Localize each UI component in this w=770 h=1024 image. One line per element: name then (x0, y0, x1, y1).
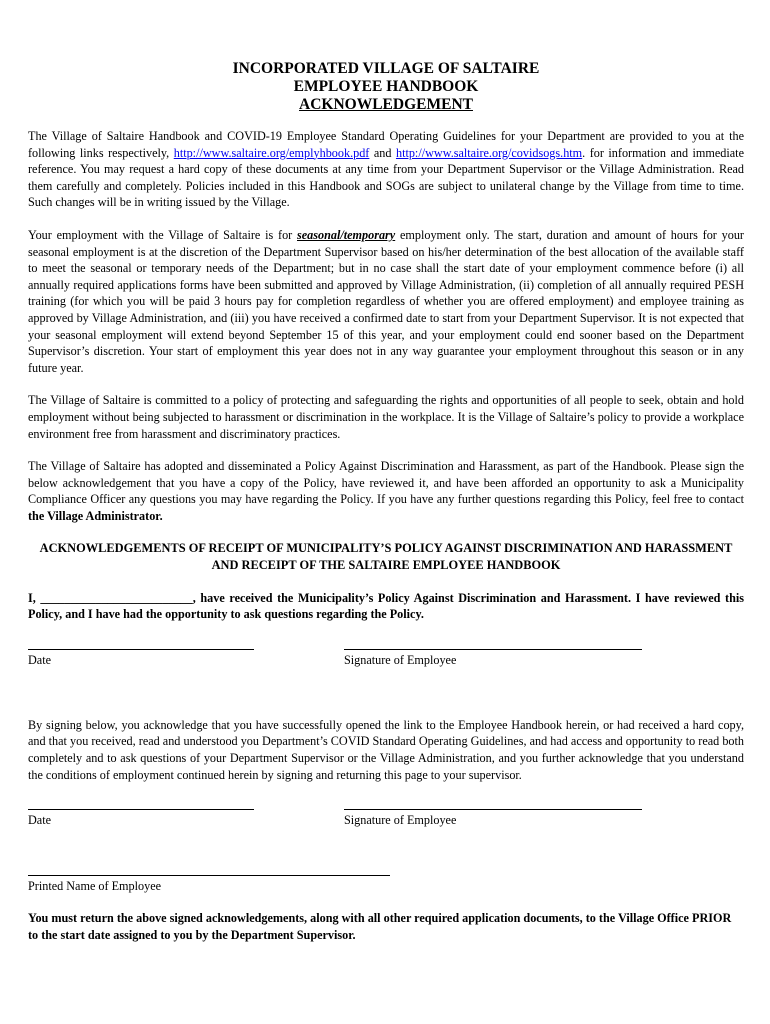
date-field-1[interactable] (28, 649, 254, 668)
printed-name-label: Printed Name of Employee (28, 879, 162, 894)
signature-row-1 (28, 649, 744, 689)
acknowledgement-heading: ACKNOWLEDGEMENTS OF RECEIPT OF MUNICIPALITY’S POLICY AGAINST DISCRIMINATION AND HARASSMENT AND RECEIPT OF THE SALTAIRE EMPLOYEE HANDBOOK (39, 541, 733, 573)
policy-paragraph: The Village of Saltaire is committed to a policy of protecting and safeguarding the rights and opportunities of all people to seek, obtain and hold employment without being subjected to harassment or discrimination in the workplace. It is the Village of Saltaire’s policy to provide a workplace environment free from harassment and discriminatory practices. (28, 393, 744, 441)
signature-field-1[interactable] (344, 649, 642, 668)
signature-label-1: Signature of Employee (344, 652, 457, 667)
intro-paragraph (28, 128, 744, 211)
employment-text-2: employment only. The start, duration and amount of hours for your seasonal employment is at the discretion of the Department Supervisor based on his/her determination of the best allocation of the available staff to meet the seasonal or temporary needs of the Department; but in no case shall the start date of your employment commence before (i) all annually required applications forms have been submitted and approved by Village Administration, (ii) completion of all annually required PESH training (for which you will be paid 3 hours pay for completion regardless of whether you are offered employment) and employee training as approved by Village Administration, and (iii) you have received a confirmed date to start from your Department Supervisor. It is not expected that your seasonal employment will extend beyond September 15 of this year, and your employment could end sooner based on the Department Supervisor’s discretion. Your start of employment this year does not in any way guarantee your employment throughout this season or in any future year. (28, 227, 744, 375)
handbook-link[interactable]: http://www.saltaire.org/emplyhbook.pdf (173, 145, 370, 160)
employment-paragraph (28, 227, 744, 376)
signature-field-2[interactable] (344, 809, 642, 828)
title-line-1: INCORPORATED VILLAGE OF SALTAIRE (232, 60, 540, 77)
intro-text-2: and (369, 145, 396, 160)
printed-name-field[interactable] (28, 875, 390, 894)
handbook-acknowledgement-paragraph: By signing below, you acknowledge that you have successfully opened the link to the Employee Handbook herein, or had received a hard copy, and that you received, read and understood you Department’s COVID Standard Operating Guidelines, and had access and opportunity to read both completely and to ask questions of your Department Supervisor or the Village Administration, and you further acknowledge that you understand the conditions of employment continued herein by signing and returning this page to your supervisor. (28, 717, 744, 782)
acknowledgement-statement: I, _________________________, have received the Municipality’s Policy Against Discrimination and Harassment. I have reviewed this Policy, and I have had the opportunity to ask questions regarding the Policy. (28, 590, 744, 622)
return-instructions: You must return the above signed acknowledgements, along with all other required application documents, to the Village Office PRIOR to the start date assigned to you by the Department Supervisor. (28, 911, 732, 942)
signature-row-2 (28, 809, 744, 849)
date-label-1: Date (28, 652, 52, 667)
title-line-3: ACKNOWLEDGEMENT (299, 96, 473, 113)
title-line-2: EMPLOYEE HANDBOOK (293, 78, 479, 95)
village-administrator-text: the Village Administrator. (28, 508, 163, 523)
harassment-text: The Village of Saltaire has adopted and disseminated a Policy Against Discrimination and Harassment, as part of the Handbook. Please sign the below acknowledgement that you have a copy of the Policy, have reviewed it, and have been afforded an opportunity to ask a Municipality Compliance Officer any questions you may have regarding the Policy. If you have any further questions regarding this Policy, feel free to contact (28, 459, 744, 507)
intro-text-1: The Village of Saltaire Handbook and COVID-19 Employee Standard Operating Guidelines for your Department are provided to you at the following links respectively, (28, 129, 744, 160)
employment-text-1: Your employment with the Village of Saltaire is for (28, 227, 298, 242)
intro-text-3: . for information and immediate reference. You may request a hard copy of these documents at any time from your Department Supervisor or the Village Administration. Read them carefully and completely. Policies included in this Handbook and SOGs are subject to unilateral change by the Village from time to time. Such changes will be in writing issued by the Village. (28, 145, 744, 210)
covid-sogs-link[interactable]: http://www.saltaire.org/covidsogs.htm (395, 145, 583, 160)
document-page (28, 60, 744, 943)
harassment-policy-paragraph (28, 458, 744, 524)
signature-label-2: Signature of Employee (344, 813, 457, 828)
date-label-2: Date (28, 813, 52, 828)
date-field-2[interactable] (28, 809, 254, 828)
document-title (28, 60, 744, 114)
seasonal-emphasis: seasonal/temporary (297, 227, 396, 242)
